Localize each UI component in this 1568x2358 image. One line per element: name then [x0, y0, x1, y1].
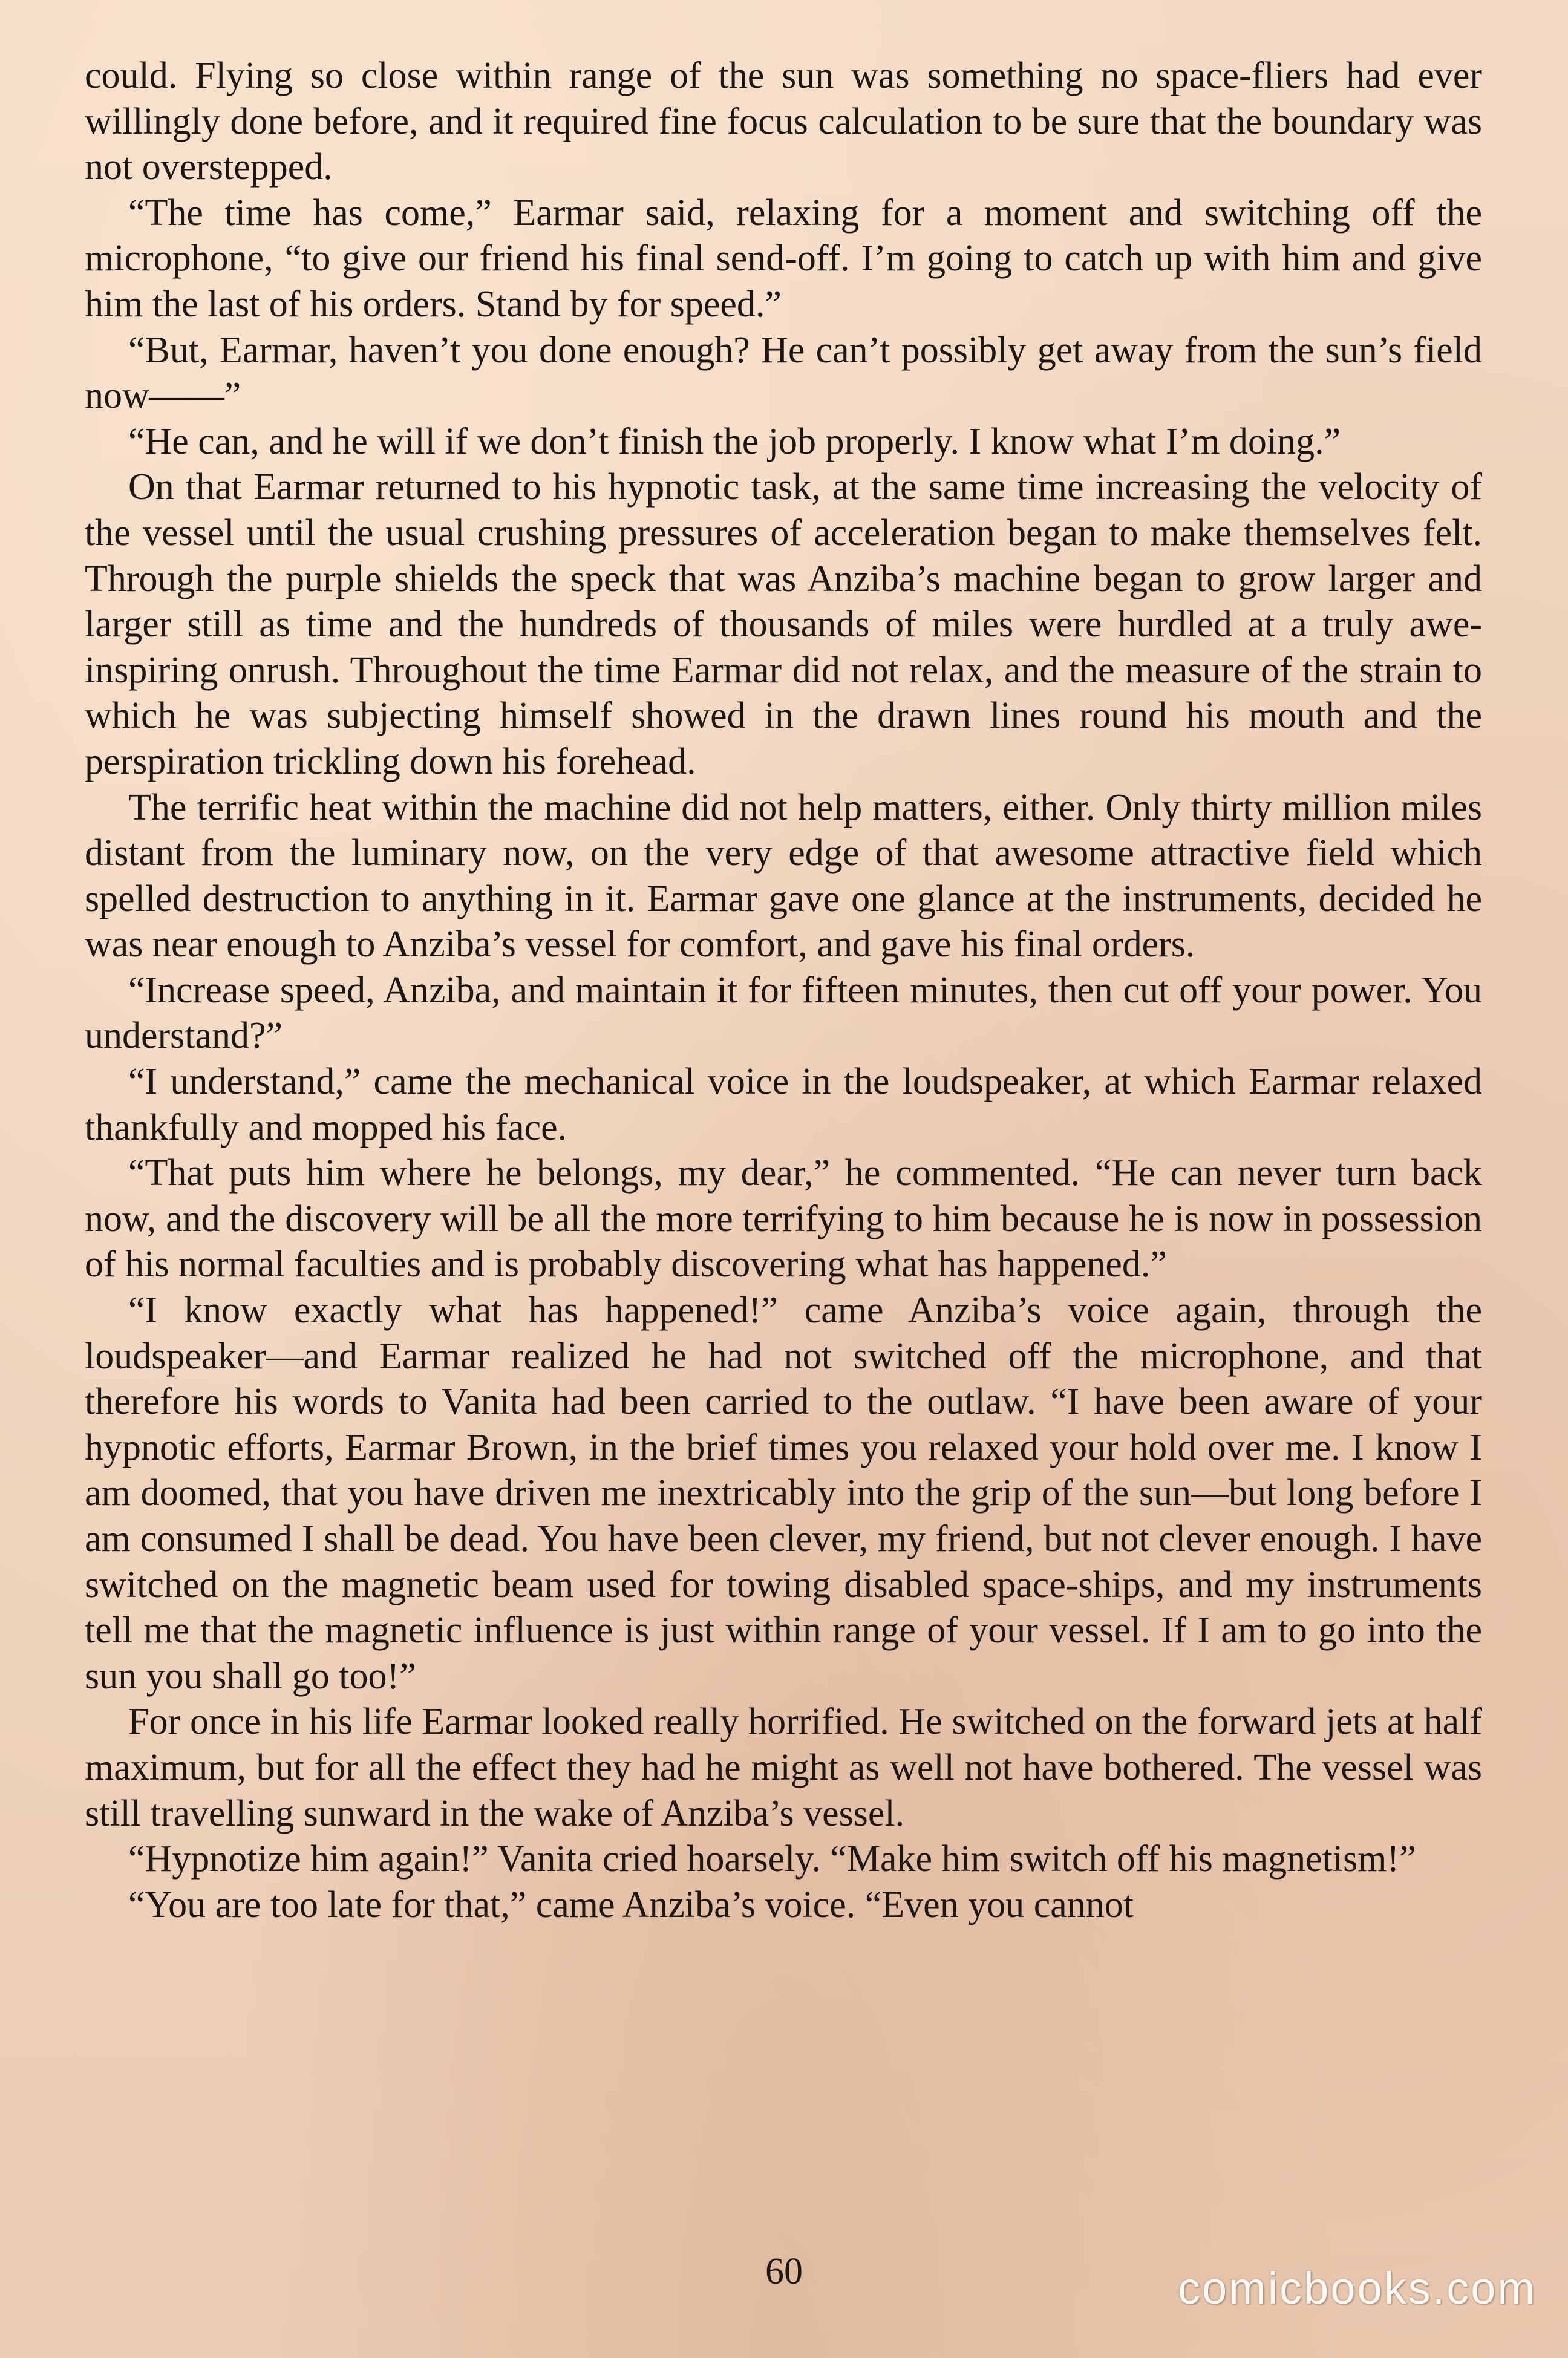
paragraph: “You are too late for that,” came Anziba’s voice. “Even you cannot — [128, 1884, 1134, 1925]
paragraph: “He can, and he will if we don’t finish the job properly. I know what I’m doing.” — [128, 420, 1341, 462]
paragraph: “That puts him where he belongs, my dear,” he commented. “He can never turn back now, and the discovery will be all the more terrifying to him because he is now in possession of his normal faculties and is probably discovering what has happened.” — [85, 1152, 1482, 1285]
paragraph: The terrific heat within the machine did not help matters, either. Only thirty million miles distant from the luminary now, on the very edge of that awesome attractive field which spelled destruction to anything in it. Earmar gave one glance at the instruments, decided he was near enough to Anziba’s vessel for comfort, and gave his final orders. — [85, 786, 1482, 965]
paragraph: “Hypnotize him again!” Vanita cried hoarsely. “Make him switch off his magnetism!” — [128, 1838, 1416, 1880]
page-number: 60 — [765, 2251, 803, 2292]
paragraph: “I understand,” came the mechanical voice in the loudspeaker, at which Earmar relaxed thankfully and mopped his face. — [85, 1061, 1482, 1148]
paragraph: For once in his life Earmar looked really horrified. He switched on the forward jets at half maximum, but for all the effect they had he might as well not have bothered. The vessel was still travelling sunward in the wake of Anziba’s vessel. — [85, 1701, 1482, 1834]
paragraph: “Increase speed, Anziba, and maintain it for fifteen minutes, then cut off your power. You understand?” — [85, 969, 1482, 1057]
paragraph: On that Earmar returned to his hypnotic task, at the same time increasing the velocity of the vessel until the usual crushing pressures of acceleration began to make themselves felt. Through the purple shields the speck that was Anziba’s machine began to grow larger and larger still as time and the hundreds of thousands of miles were hurdled at a truly awe-inspiring onrush. Throughout the time Earmar did not relax, and the measure of the strain to which he was subjecting himself showed in the drawn lines round his mouth and the perspiration trickling down his forehead. — [85, 466, 1482, 782]
body-text — [85, 53, 1482, 1928]
paragraph: “But, Earmar, haven’t you done enough? He can’t possibly get away from the sun’s field now——” — [85, 329, 1482, 417]
paragraph: could. Flying so close within range of the sun was something no space-fliers had ever willingly done before, and it required fine focus calculation to be sure that the boundary was not overstepped. — [85, 55, 1482, 188]
paragraph: “I know exactly what has happened!” came Anziba’s voice again, through the loudspeaker—and Earmar realized he had not switched off the microphone, and that therefore his words to Vanita had been carried to the outlaw. “I have been aware of your hypnotic efforts, Earmar Brown, in the brief times you relaxed your hold over me. I know I am doomed, that you have driven me inextricably into the grip of the sun—but long before I am consumed I shall be dead. You have been clever, my friend, but not clever enough. I have switched on the magnetic beam used for towing disabled space-ships, and my instruments tell me that the magnetic influence is just within range of your vessel. If I am to go into the sun you shall go too!” — [85, 1290, 1482, 1697]
watermark: comicbooks.com — [1177, 2263, 1537, 2313]
paragraph: “The time has come,” Earmar said, relaxing for a moment and switching off the microphone, “to give our friend his final send-off. I’m going to catch up with him and give him the last of his orders. Stand by for speed.” — [85, 192, 1482, 325]
